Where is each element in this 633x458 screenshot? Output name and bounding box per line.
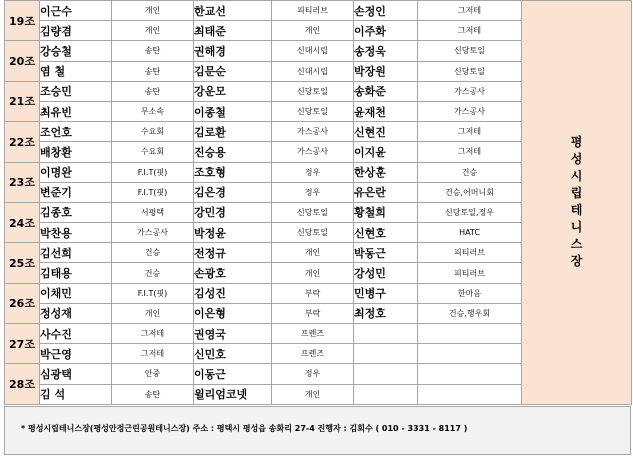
player-club: 부락 (272, 303, 354, 323)
player-name: 박정윤 (194, 223, 272, 243)
player-name: 이지윤 (354, 142, 418, 162)
player-club: 그저테 (418, 142, 522, 162)
draw-sheet (4, 0, 631, 454)
player-name: 윤재천 (354, 101, 418, 121)
player-club: F.I.T(핏) (112, 162, 194, 182)
table-row (5, 1, 632, 21)
player-name (354, 384, 418, 404)
player-name: 손광호 (194, 263, 272, 283)
player-name: 강운모 (194, 81, 272, 101)
player-name: 이명완 (40, 162, 112, 182)
player-name: 이주화 (354, 21, 418, 41)
player-club: 송탄 (112, 61, 194, 81)
player-club: 신당토일 (272, 202, 354, 222)
group-label: 22조 (5, 122, 40, 162)
player-name: 이은형 (194, 303, 272, 323)
player-club: 건승 (418, 162, 522, 182)
player-name: 이종철 (194, 101, 272, 121)
player-club (418, 324, 522, 344)
player-club: 신당토일 (272, 81, 354, 101)
footer-text: * 평성시립테니스장(평성안정근린공원테니스장) 주소 : 평택시 평성읍 송화리 27-4 진행자 : 김회수 ( 010 - 3331 - 8117 ) (21, 424, 468, 433)
player-club: 가스공사 (418, 101, 522, 121)
player-club: 신당토일 (418, 41, 522, 61)
player-name (354, 324, 418, 344)
player-club: 그저테 (112, 344, 194, 364)
player-name: 김성진 (194, 283, 272, 303)
player-name: 최유빈 (40, 101, 112, 121)
group-table (4, 0, 632, 405)
player-club: 신대시립 (272, 41, 354, 61)
player-club: 송탄 (112, 81, 194, 101)
player-club: 가스공사 (112, 223, 194, 243)
player-club: 개인 (272, 384, 354, 404)
player-club: 피티러브 (272, 1, 354, 21)
player-club: 한마음 (418, 283, 522, 303)
player-name: 심광택 (40, 364, 112, 384)
player-name: 사수진 (40, 324, 112, 344)
venue-label: 평성시립테니스장 (570, 135, 583, 269)
player-name (354, 344, 418, 364)
player-name: 김로환 (194, 122, 272, 142)
player-club: 신당토일 (272, 223, 354, 243)
player-name: 염 철 (40, 61, 112, 81)
player-club: 개인 (272, 243, 354, 263)
player-name: 최태준 (194, 21, 272, 41)
player-club: 신당토일,정우 (418, 202, 522, 222)
player-name (354, 364, 418, 384)
player-club: 피티러브 (418, 263, 522, 283)
player-name: 조호형 (194, 162, 272, 182)
player-club: 개인 (112, 1, 194, 21)
player-name: 이채민 (40, 283, 112, 303)
player-club: HATC (418, 223, 522, 243)
player-name: 박근영 (40, 344, 112, 364)
player-club: 프렌즈 (272, 324, 354, 344)
venue-label-cell (522, 1, 632, 405)
player-name: 손정인 (354, 1, 418, 21)
group-label: 24조 (5, 202, 40, 242)
player-name: 김선희 (40, 243, 112, 263)
player-club: 신당토일 (418, 61, 522, 81)
player-name: 김량겸 (40, 21, 112, 41)
player-club: 정우 (272, 364, 354, 384)
player-name: 배창환 (40, 142, 112, 162)
player-name: 박동근 (354, 243, 418, 263)
footer-note (4, 406, 631, 455)
player-name: 송화준 (354, 81, 418, 101)
group-label: 28조 (5, 364, 40, 404)
group-label: 21조 (5, 81, 40, 121)
player-name: 정성재 (40, 303, 112, 323)
player-name: 이동근 (194, 364, 272, 384)
player-club: 개인 (112, 21, 194, 41)
player-club: 안중 (112, 364, 194, 384)
player-name: 윌리엄코넷 (194, 384, 272, 404)
player-club: 송탄 (112, 41, 194, 61)
player-club: 신대시립 (272, 61, 354, 81)
group-label: 25조 (5, 243, 40, 283)
player-club (418, 384, 522, 404)
player-name: 김 석 (40, 384, 112, 404)
player-name: 황철희 (354, 202, 418, 222)
player-name: 강민경 (194, 202, 272, 222)
group-rows (5, 1, 632, 405)
player-club: 가스공사 (418, 81, 522, 101)
player-name: 김태용 (40, 263, 112, 283)
player-club: 신당토일 (272, 101, 354, 121)
player-name: 변준기 (40, 182, 112, 202)
player-club: F.I.T(핏) (112, 283, 194, 303)
player-name: 조언호 (40, 122, 112, 142)
player-club: 정우 (272, 182, 354, 202)
player-club: 서평택 (112, 202, 194, 222)
player-name: 신현호 (354, 223, 418, 243)
group-label: 26조 (5, 283, 40, 323)
player-club: 피티러브 (418, 243, 522, 263)
player-club: 수요회 (112, 122, 194, 142)
player-club: 송탄 (112, 384, 194, 404)
player-club (418, 344, 522, 364)
player-club: 건승,행우회 (418, 303, 522, 323)
group-label: 20조 (5, 41, 40, 81)
player-name: 한교선 (194, 1, 272, 21)
player-club: 건승,어머니회 (418, 182, 522, 202)
player-name: 신현진 (354, 122, 418, 142)
player-club (418, 364, 522, 384)
group-label: 23조 (5, 162, 40, 202)
player-name: 민병구 (354, 283, 418, 303)
player-name: 박장원 (354, 61, 418, 81)
player-club: 가스공사 (272, 142, 354, 162)
player-club: 그저테 (418, 122, 522, 142)
player-name: 한상훈 (354, 162, 418, 182)
player-club: 건승 (112, 243, 194, 263)
player-name: 권해경 (194, 41, 272, 61)
player-club: 정우 (272, 162, 354, 182)
player-club: F.I.T(핏) (112, 182, 194, 202)
player-name: 진승용 (194, 142, 272, 162)
player-club: 개인 (272, 263, 354, 283)
player-name: 김문순 (194, 61, 272, 81)
player-club: 가스공사 (272, 122, 354, 142)
player-name: 박찬용 (40, 223, 112, 243)
player-name: 송정욱 (354, 41, 418, 61)
player-club: 수요회 (112, 142, 194, 162)
player-club: 무소속 (112, 101, 194, 121)
group-label: 27조 (5, 324, 40, 364)
player-name: 이근수 (40, 1, 112, 21)
player-name: 최정호 (354, 303, 418, 323)
group-label: 19조 (5, 1, 40, 41)
player-club: 프렌즈 (272, 344, 354, 364)
player-name: 김은경 (194, 182, 272, 202)
player-name: 강성민 (354, 263, 418, 283)
player-club: 개인 (112, 303, 194, 323)
player-name: 유은란 (354, 182, 418, 202)
player-club: 그저테 (418, 21, 522, 41)
player-club: 부락 (272, 283, 354, 303)
player-name: 전정규 (194, 243, 272, 263)
player-name: 김종호 (40, 202, 112, 222)
player-name: 권영국 (194, 324, 272, 344)
player-name: 강승철 (40, 41, 112, 61)
player-name: 조승민 (40, 81, 112, 101)
player-club: 건승 (112, 263, 194, 283)
player-club: 개인 (272, 21, 354, 41)
player-club: 그저테 (418, 1, 522, 21)
player-name: 신민호 (194, 344, 272, 364)
player-club: 그저테 (112, 324, 194, 344)
